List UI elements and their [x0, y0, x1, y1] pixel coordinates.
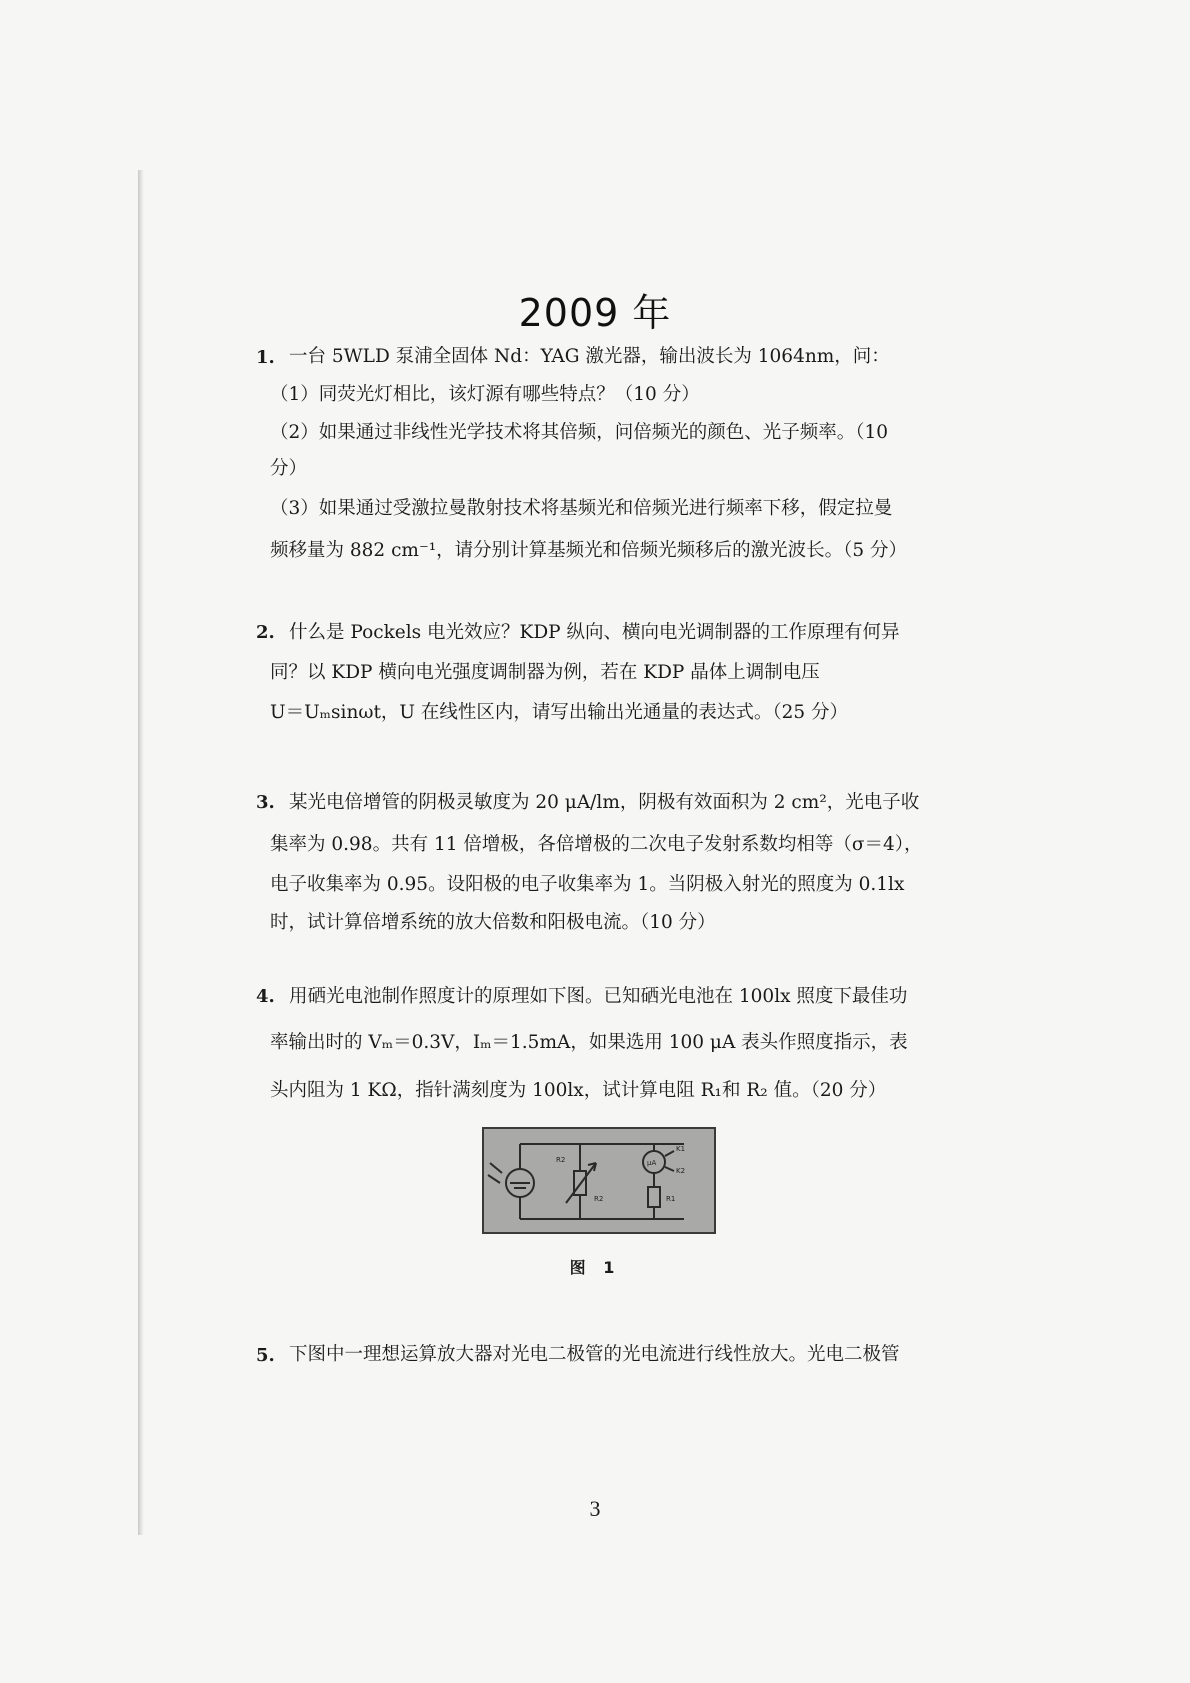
question-1-line-3: （2）如果通过非线性光学技术将其倍频，问倍频光的颜色、光子频率。（10 [270, 422, 889, 443]
r2-side-label: R2 [594, 1195, 604, 1203]
question-4-number: 4. [256, 986, 275, 1007]
question-4-line-1: 用硒光电池制作照度计的原理如下图。已知硒光电池在 100lx 照度下最佳功 [289, 986, 908, 1007]
circuit-figure [482, 1127, 716, 1234]
question-2-line-2: 同？以 KDP 横向电光强度调制器为例，若在 KDP 晶体上调制电压 [270, 662, 820, 683]
circuit-diagram [484, 1129, 714, 1232]
question-3-number: 3. [256, 792, 275, 813]
question-1-number: 1. [256, 347, 275, 368]
question-3-line-3: 电子收集率为 0.95。设阳极的电子收集率为 1。当阴极入射光的照度为 0.1lx [270, 874, 905, 895]
r1-label: R1 [666, 1195, 676, 1203]
k1-label: K1 [676, 1145, 686, 1153]
page-title: 2009 年 [518, 291, 672, 335]
question-1-line-1: 一台 5WLD 泵浦全固体 Nd：YAG 激光器，输出波长为 1064nm，问： [289, 346, 890, 367]
question-2-number: 2. [256, 622, 275, 643]
question-3-line-4: 时，试计算倍增系统的放大倍数和阳极电流。（10 分） [270, 912, 716, 933]
question-5-number: 5. [256, 1345, 275, 1366]
question-1-line-2: （1）同荧光灯相比，该灯源有哪些特点？（10 分） [270, 384, 700, 405]
figure-caption: 图 1 [569, 1258, 621, 1277]
question-3-line-1: 某光电倍增管的阴极灵敏度为 20 μA/lm，阴极有效面积为 2 cm²，光电子收 [289, 792, 920, 813]
question-4-line-2: 率输出时的 Vₘ＝0.3V，Iₘ＝1.5mA，如果选用 100 μA 表头作照度指示，表 [270, 1032, 908, 1053]
question-2-line-1: 什么是 Pockels 电光效应？KDP 纵向、横向电光调制器的工作原理有何异 [289, 622, 900, 643]
meter-label: μA [647, 1159, 657, 1167]
r2-top-label: R2 [556, 1156, 566, 1164]
scan-edge-shadow [138, 170, 144, 1535]
question-5-line-1: 下图中一理想运算放大器对光电二极管的光电流进行线性放大。光电二极管 [289, 1344, 900, 1365]
question-4-line-3: 头内阻为 1 KΩ，指针满刻度为 100lx，试计算电阻 R₁和 R₂ 值。（20 分） [270, 1080, 887, 1101]
k2-label: K2 [676, 1167, 686, 1175]
question-2-line-3: U＝Uₘsinωt，U 在线性区内，请写出输出光通量的表达式。（25 分） [270, 702, 849, 723]
page-number: 3 [589, 1496, 601, 1521]
question-1-line-4: 分） [270, 458, 308, 479]
question-1-line-5: （3）如果通过受激拉曼散射技术将基频光和倍频光进行频率下移，假定拉曼 [270, 498, 893, 519]
question-1-line-6: 频移量为 882 cm⁻¹，请分别计算基频光和倍频光频移后的激光波长。（5 分） [270, 540, 908, 561]
question-3-line-2: 集率为 0.98。共有 11 倍增极，各倍增极的二次电子发射系数均相等（σ＝4）， [270, 834, 923, 855]
